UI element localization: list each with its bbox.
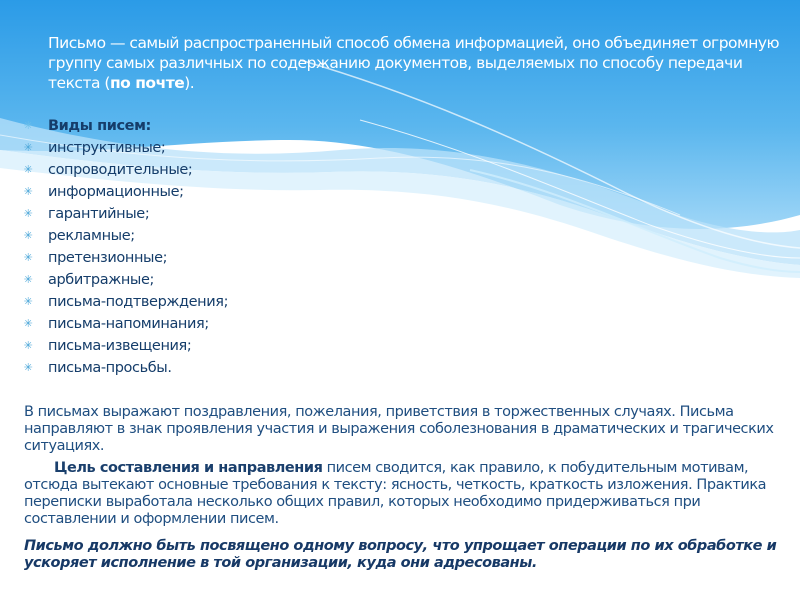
bullet-icon: ✳ (23, 163, 33, 176)
purpose-bold-text: Цель составления и направления (54, 460, 323, 476)
bullet-icon: ✳ (23, 141, 33, 154)
paragraph-greetings: В письмах выражают поздравления, пожелания, приветствия в торжественных случаях. Письма направляют в знак проявления участия и выражения соболезнования в драматических и трагических ситуациях. (24, 404, 774, 454)
intro-paragraph (48, 33, 788, 93)
list-item: ✳ инструктивные; (22, 137, 422, 159)
list-heading: ✳ Виды писем: (22, 115, 422, 137)
list-item: ✳ рекламные; (22, 225, 422, 247)
intro-text: Письмо — самый распространенный способ обмена информацией, оно объединяет огромную группу самых различных по содержанию документов, выделяемых по способу передачи текста ( (48, 34, 780, 92)
list-item: ✳ письма-просьбы. (22, 357, 422, 379)
paragraph-single-topic-rule: Письмо должно быть посвящено одному вопросу, что упрощает операции по их обработке и ускоряет исполнение в той организации, куда они адресованы. (24, 538, 777, 571)
list-item: ✳ гарантийные; (22, 203, 422, 225)
bullet-icon: ✳ (23, 251, 33, 264)
intro-text-end: ). (184, 74, 195, 92)
letter-types-list (22, 115, 422, 379)
bullet-icon: ✳ (23, 361, 33, 374)
paragraph-purpose (24, 460, 794, 528)
list-item: ✳ письма-напоминания; (22, 313, 422, 335)
list-item: ✳ арбитражные; (22, 269, 422, 291)
bullet-icon: ✳ (23, 295, 33, 308)
list-item: ✳ информационные; (22, 181, 422, 203)
bullet-icon: ✳ (23, 119, 33, 132)
intro-bold-text: по почте (109, 74, 185, 92)
bullet-icon: ✳ (23, 317, 33, 330)
bullet-icon: ✳ (23, 339, 33, 352)
list-item: ✳ письма-подтверждения; (22, 291, 422, 313)
bullet-icon: ✳ (23, 185, 33, 198)
bullet-icon: ✳ (23, 273, 33, 286)
list-item: ✳ сопроводительные; (22, 159, 422, 181)
list-item: ✳ письма-извещения; (22, 335, 422, 357)
bullet-icon: ✳ (23, 229, 33, 242)
purpose-text: писем сводится, как правило, к побудительным мотивам, отсюда вытекают основные требования к тексту: ясность, четкость, краткость изложения. Практика переписки выработала несколько общих правил, которых необходимо придерживаться при составлении и оформлении писем. (24, 460, 767, 527)
list-item: ✳ претензионные; (22, 247, 422, 269)
bullet-icon: ✳ (23, 207, 33, 220)
